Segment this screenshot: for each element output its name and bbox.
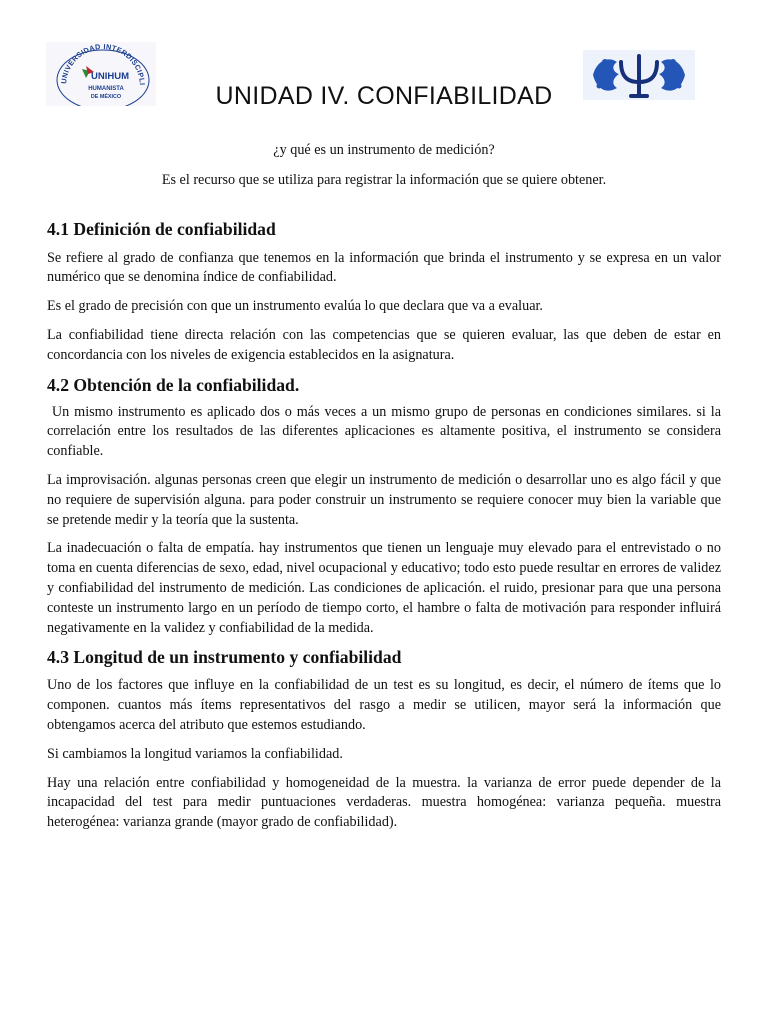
logo-wordmark: UNIHUM [91, 71, 129, 82]
section-heading-4-2: 4.2 Obtención de la confiabilidad. [47, 374, 300, 395]
intro-question: ¿y qué es un instrumento de medición? [273, 142, 495, 158]
paragraph: Hay una relación entre confiabilidad y homogeneidad de la muestra. la varianza de error puede depender de la incapacidad del test para medir puntuaciones verdaderas. muestra homogénea: varianza pequeña. muestra heterogénea: varianza grande (mayor grado de confiabilidad). [47, 774, 721, 831]
document-body [47, 141, 725, 833]
paragraph: La improvisación. algunas personas creen que elegir un instrumento de medición o desarrollar uno es algo fácil y que no requiere de supervisión alguna. para poder construir un instrumento se requiere conocer muy bien la variable que se pretende medir y la teoría que la sustenta. [47, 471, 721, 528]
section-heading-4-1: 4.1 Definición de confiabilidad [47, 218, 276, 239]
logo-arc-text: UNIVERSIDAD INTERDISCIPLI [59, 42, 148, 86]
page-title: UNIDAD IV. CONFIABILIDAD [215, 82, 553, 110]
section-heading-4-3: 4.3 Longitud de un instrumento y confiabilidad [47, 647, 402, 668]
intro-answer: Es el recurso que se utiliza para registrar la información que se quiere obtener. [161, 171, 607, 188]
paragraph: Uno de los factores que influye en la confiabilidad de un test es su longitud, es decir, el número de ítems que lo componen. cuantos más ítems representativos del rasgo a medir se utilicen, mayor será la información que obtengamos acerca del atributo que estemos estudiando. [47, 677, 721, 733]
paragraph: Un mismo instrumento es aplicado dos o más veces a un mismo grupo de personas en condiciones similares. si la correlación entre los resultados de las diferentes aplicaciones es altamente positiva, el instrumento se considera confiable. [47, 403, 725, 460]
logo-subtitle-2: DE MÉXICO [90, 94, 122, 100]
paragraph: Si cambiamos la longitud variamos la confiabilidad. [47, 745, 343, 762]
logo-subtitle-1: HUMANISTA [88, 86, 124, 92]
paragraph: La inadecuación o falta de empatía. hay instrumentos que tienen un lenguaje muy elevado para el entrevistado o no toma en cuenta diferencias de sexo, edad, nivel ocupacional y educativo; todo esto puede resultar en errores de validez y confiabilidad del instrumento de medición. Las condiciones de aplicación. el ruido, presionar para que una persona conteste un instrumento largo en un período de tiempo corto, el hambre o falta de motivación para responder influirá negativamente en la validez y confiabilidad de la medida. [47, 540, 721, 636]
paragraph: Se refiere al grado de confianza que tenemos en la información que brinda el instrumento y se expresa en un valor numérico que se denomina índice de confiabilidad. [47, 249, 721, 286]
paragraph: La confiabilidad tiene directa relación con las competencias que se quieren evaluar, las que deben de estar en concordancia con los niveles de exigencia establecidos en la asignatura. [47, 326, 721, 363]
paragraph: Es el grado de precisión con que un instrumento evalúa lo que declara que va a evaluar. [47, 298, 543, 315]
